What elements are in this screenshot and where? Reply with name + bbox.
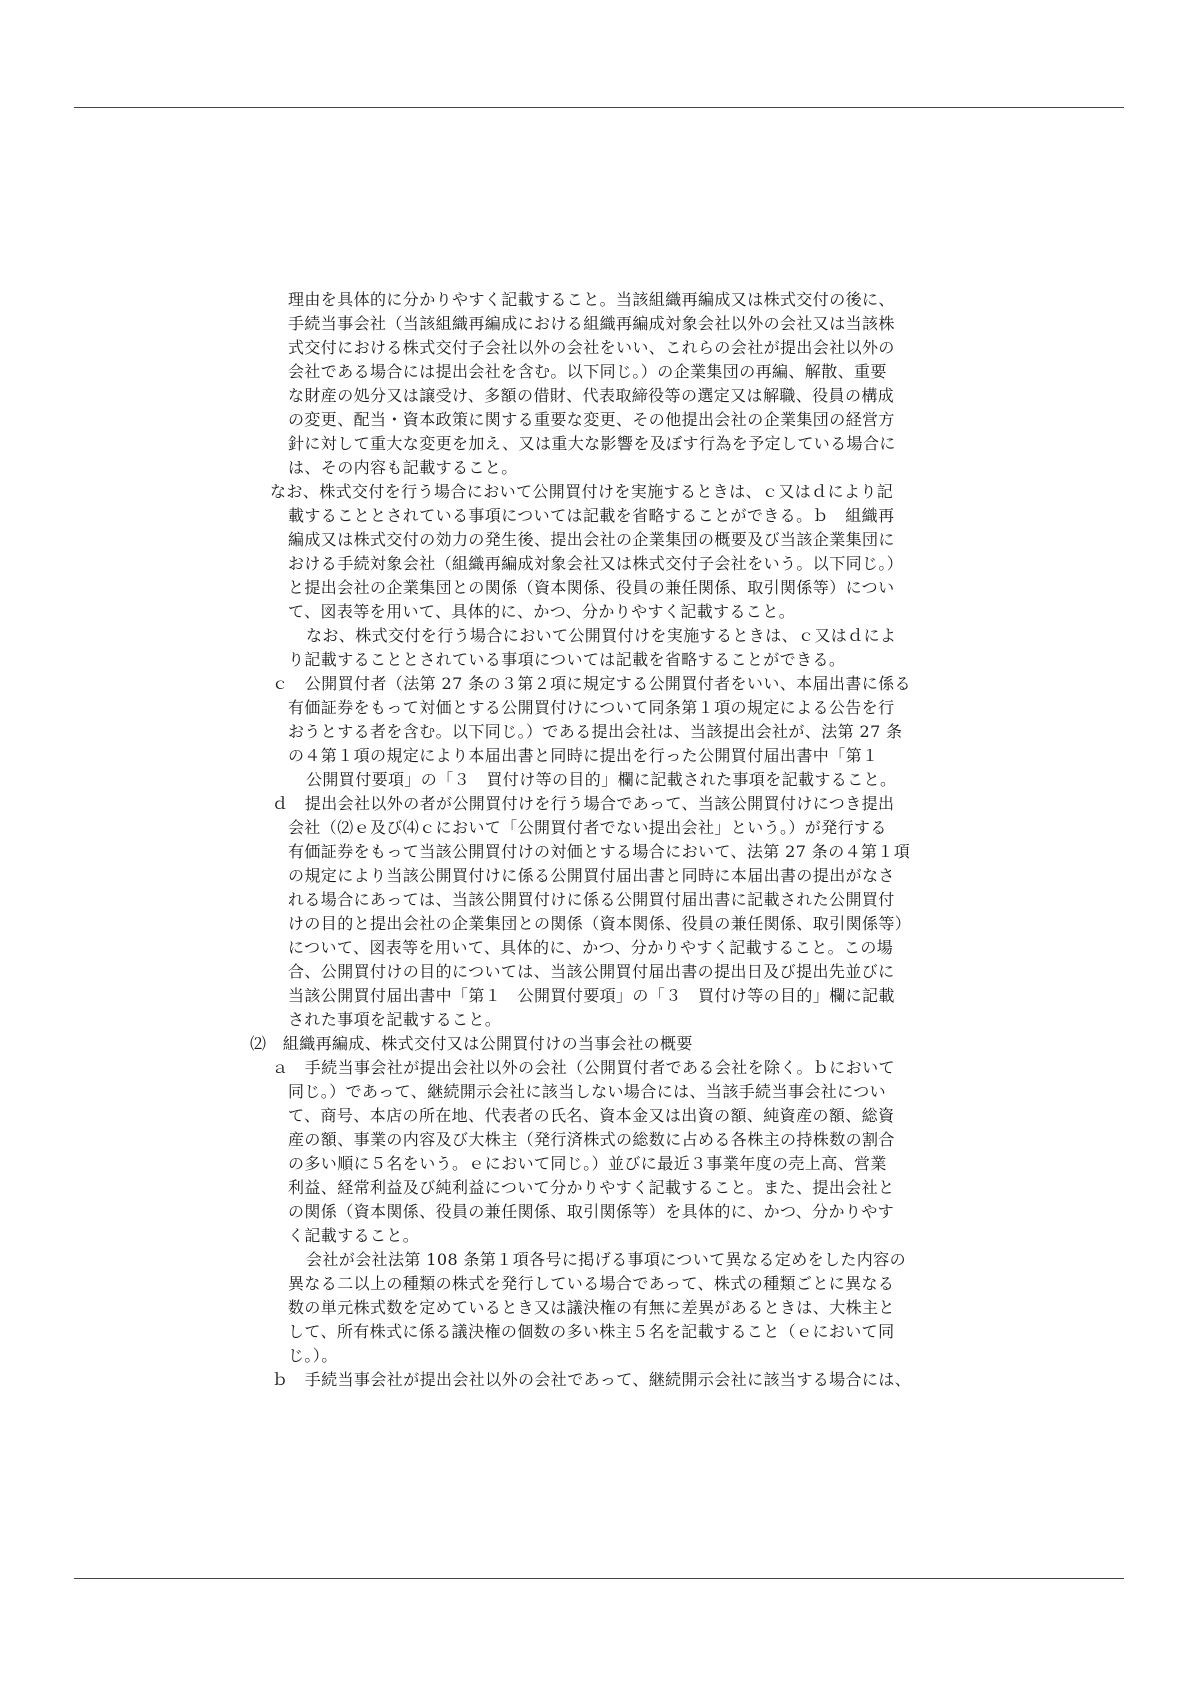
text-line: 編成又は株式交付の効力の発生後、提出会社の企業集団の概要及び当該企業集団に [288,530,895,549]
footer-rule [74,1578,1124,1579]
text-line: 会社である場合には提出会社を含む。以下同じ。）の企業集団の再編、解散、重要 [288,362,887,381]
text-line: 会社（⑵ｅ及び⑷ｃにおいて「公開買付者でない提出会社」という。）が発行する [288,818,887,837]
text-line: なお、株式交付を行う場合において公開買付けを実施するときは、ｃ又はｄによ [306,626,897,645]
text-line: と提出会社の企業集団との関係（資本関係、役員の兼任関係、取引関係等）につい [288,578,895,597]
text-line: 異なる二以上の種類の株式を発行している場合であって、株式の種類ごとに異なる [288,1274,895,1293]
text-line: 当該公開買付届出書中「第１ 公開買付要項」の「３ 買付け等の目的」欄に記載 [288,986,895,1005]
text-line: の規定により当該公開買付けに係る公開買付届出書と同時に本届出書の提出がなさ [288,866,895,885]
text-line: な財産の処分又は譲受け、多額の借財、代表取締役等の選定又は解職、役員の構成 [288,386,895,405]
text-line: 会社が会社法第 108 条第１項各号に掲げる事項について異なる定めをした内容の [306,1250,906,1269]
text-line: 理由を具体的に分かりやすく記載すること。当該組織再編成又は株式交付の後に、 [288,290,895,309]
text-line: 合、公開買付けの目的については、当該公開買付届出書の提出日及び提出先並びに [288,962,895,981]
text-line: なお、株式交付を行う場合において公開買付けを実施するときは、ｃ又はｄにより記 [270,482,894,501]
text-line: けの目的と提出会社の企業集団との関係（資本関係、役員の兼任関係、取引関係等） [288,914,912,933]
text-line: 公開買付要項」の「３ 買付け等の目的」欄に記載された事項を記載すること。 [306,770,897,789]
text-line: の変更、配当・資本政策に関する重要な変更、その他提出会社の企業集団の経営方 [288,410,895,429]
text-line: 同じ。）であって、継続開示会社に該当しない場合には、当該手続当事会社につい [288,1082,887,1101]
text-line: 針に対して重大な変更を加え、又は重大な影響を及ぼす行為を予定している場合に [288,434,896,453]
text-line: ｂ 手続当事会社が提出会社以外の会社であって、継続開示会社に該当する場合には、 [272,1370,912,1389]
text-line: 式交付における株式交付子会社以外の会社をいい、これらの会社が提出会社以外の [288,338,895,357]
text-line: 載することとされている事項については記載を省略することができる。ｂ 組織再 [288,506,895,525]
text-line: 利益、経常利益及び純利益について分かりやすく記載すること。また、提出会社と [288,1178,895,1197]
text-line: ｄ 提出会社以外の者が公開買付けを行う場合であって、当該公開買付けにつき提出 [272,794,895,813]
text-line: は、その内容も記載すること。 [288,458,518,477]
text-line: 数の単元株式数を定めているとき又は議決権の有無に差異があるときは、大株主と [288,1298,895,1317]
text-line: の関係（資本関係、役員の兼任関係、取引関係等）を具体的に、かつ、分かりやす [288,1202,895,1221]
section-heading: ⑵ 組織再編成、株式交付又は公開買付けの当事会社の概要 [250,1034,693,1053]
text-line: おける手続対象会社（組織再編成対象会社又は株式交付子会社をいう。以下同じ。） [288,554,904,573]
text-line: の４第１項の規定により本届出書と同時に提出を行った公開買付届出書中「第１ [288,746,879,765]
text-line: 有価証券をもって当該公開買付けの対価とする場合において、法第 27 条の４第１項 [288,842,911,861]
text-line: 手続当事会社（当該組織再編成における組織再編成対象会社以外の会社又は当該株 [288,314,895,333]
text-line: された事項を記載すること。 [288,1010,502,1029]
text-line: 有価証券をもって対価とする公開買付けについて同条第１項の規定による公告を行 [288,698,895,717]
text-line: して、所有株式に係る議決権の個数の多い株主５名を記載すること（ｅにおいて同 [288,1322,895,1341]
text-line: り記載することとされている事項については記載を省略することができる。 [288,650,846,669]
text-line: じ。）。 [288,1346,338,1365]
text-line: おうとする者を含む。以下同じ。）である提出会社は、当該提出会社が、法第 27 条 [288,722,903,741]
text-line: れる場合にあっては、当該公開買付けに係る公開買付届出書に記載された公開買付 [288,890,895,909]
text-line: について、図表等を用いて、具体的に、かつ、分かりやすく記載すること。この場 [288,938,894,957]
text-line: ａ 手続当事会社が提出会社以外の会社（公開買付者である会社を除く。ｂにおいて [272,1058,895,1077]
text-line: て、商号、本店の所在地、代表者の氏名、資本金又は出資の額、純資産の額、総資 [288,1106,895,1125]
text-line: く記載すること。 [288,1226,420,1245]
text-line: の多い順に５名をいう。ｅにおいて同じ。）並びに最近３事業年度の売上高、営業 [288,1154,887,1173]
text-line: て、図表等を用いて、具体的に、かつ、分かりやすく記載すること。 [288,602,796,621]
text-line: ｃ 公開買付者（法第 27 条の３第２項に規定する公開買付者をいい、本届出書に係る [272,674,911,693]
text-line: 産の額、事業の内容及び大株主（発行済株式の総数に占める各株主の持株数の割合 [288,1130,895,1149]
